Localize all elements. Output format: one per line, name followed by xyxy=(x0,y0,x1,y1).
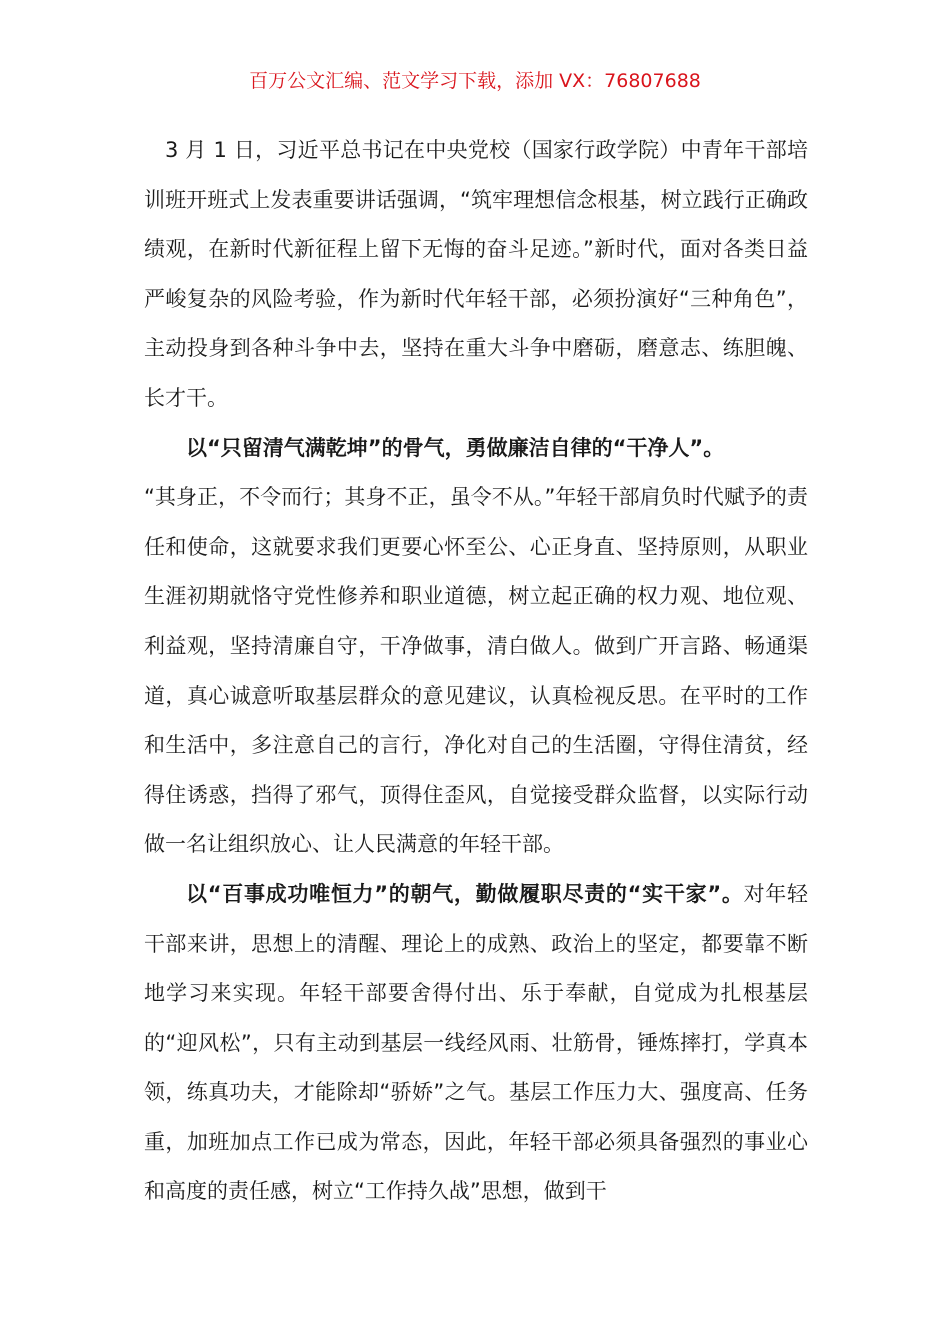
header-watermark-text: 百万公文汇编、范文学习下载，添加 VX：76807688 xyxy=(249,70,701,92)
paragraph-intro: 3 月 1 日，习近平总书记在中央党校（国家行政学院）中青年干部培训班开班式上发表重要讲话强调，“筑牢理想信念根基，树立践行正确政绩观，在新时代新征程上留下无悔的奋斗足迹。”新时代，面对各类日益严峻复杂的风险考验，作为新时代年轻干部，必须扮演好“三种角色”，主动投身到各种斗争中去，坚持在重大斗争中磨砺，磨意志、练胆魄、长才干。 xyxy=(144,138,808,410)
paragraph-clean-official-body: “其身正，不令而行；其身不正，虽令不从。”年轻干部肩负时代赋予的责任和使命，这就要求我们更要心怀至公、心正身直、坚持原则，从职业生涯初期就恪守党性修养和职业道德，树立起正确的权力观、地位观、利益观，坚持清廉自守，干净做事，清白做人。做到广开言路、畅通渠道，真心诚意听取基层群众的意见建议，认真检视反思。在平时的工作和生活中，多注意自己的言行，净化对自己的生活圈，守得住清贫，经得住诱惑，挡得了邪气，顶得住歪风，自觉接受群众监督，以实际行动做一名让组织放心、让人民满意的年轻干部。 xyxy=(144,485,808,857)
section-heading-practical-doer: 以“百事成功唯恒力”的朝气，勤做履职尽责的“实干家”。 xyxy=(186,881,744,906)
document-body xyxy=(144,126,808,1217)
paragraph-practical-doer-body: 对年轻干部来讲，思想上的清醒、理论上的成熟、政治上的坚定，都要靠不断地学习来实现。年轻干部要舍得付出、乐于奉献，自觉成为扎根基层的“迎风松”，只有主动到基层一线经风雨、壮筋骨，锤炼摔打，学真本领，练真功夫，才能除却“骄娇”之气。基层工作压力大、强度高、任务重，加班加点工作已成为常态，因此，年轻干部必须具备强烈的事业心和高度的责任感，树立“工作持久战”思想，做到干 xyxy=(144,881,808,1204)
paragraph-clean-official xyxy=(144,424,808,474)
section-heading-clean-official: 以“只留清气满乾坤”的骨气，勇做廉洁自律的“干净人”。 xyxy=(186,435,725,460)
paragraph-practical-doer xyxy=(144,870,808,1217)
